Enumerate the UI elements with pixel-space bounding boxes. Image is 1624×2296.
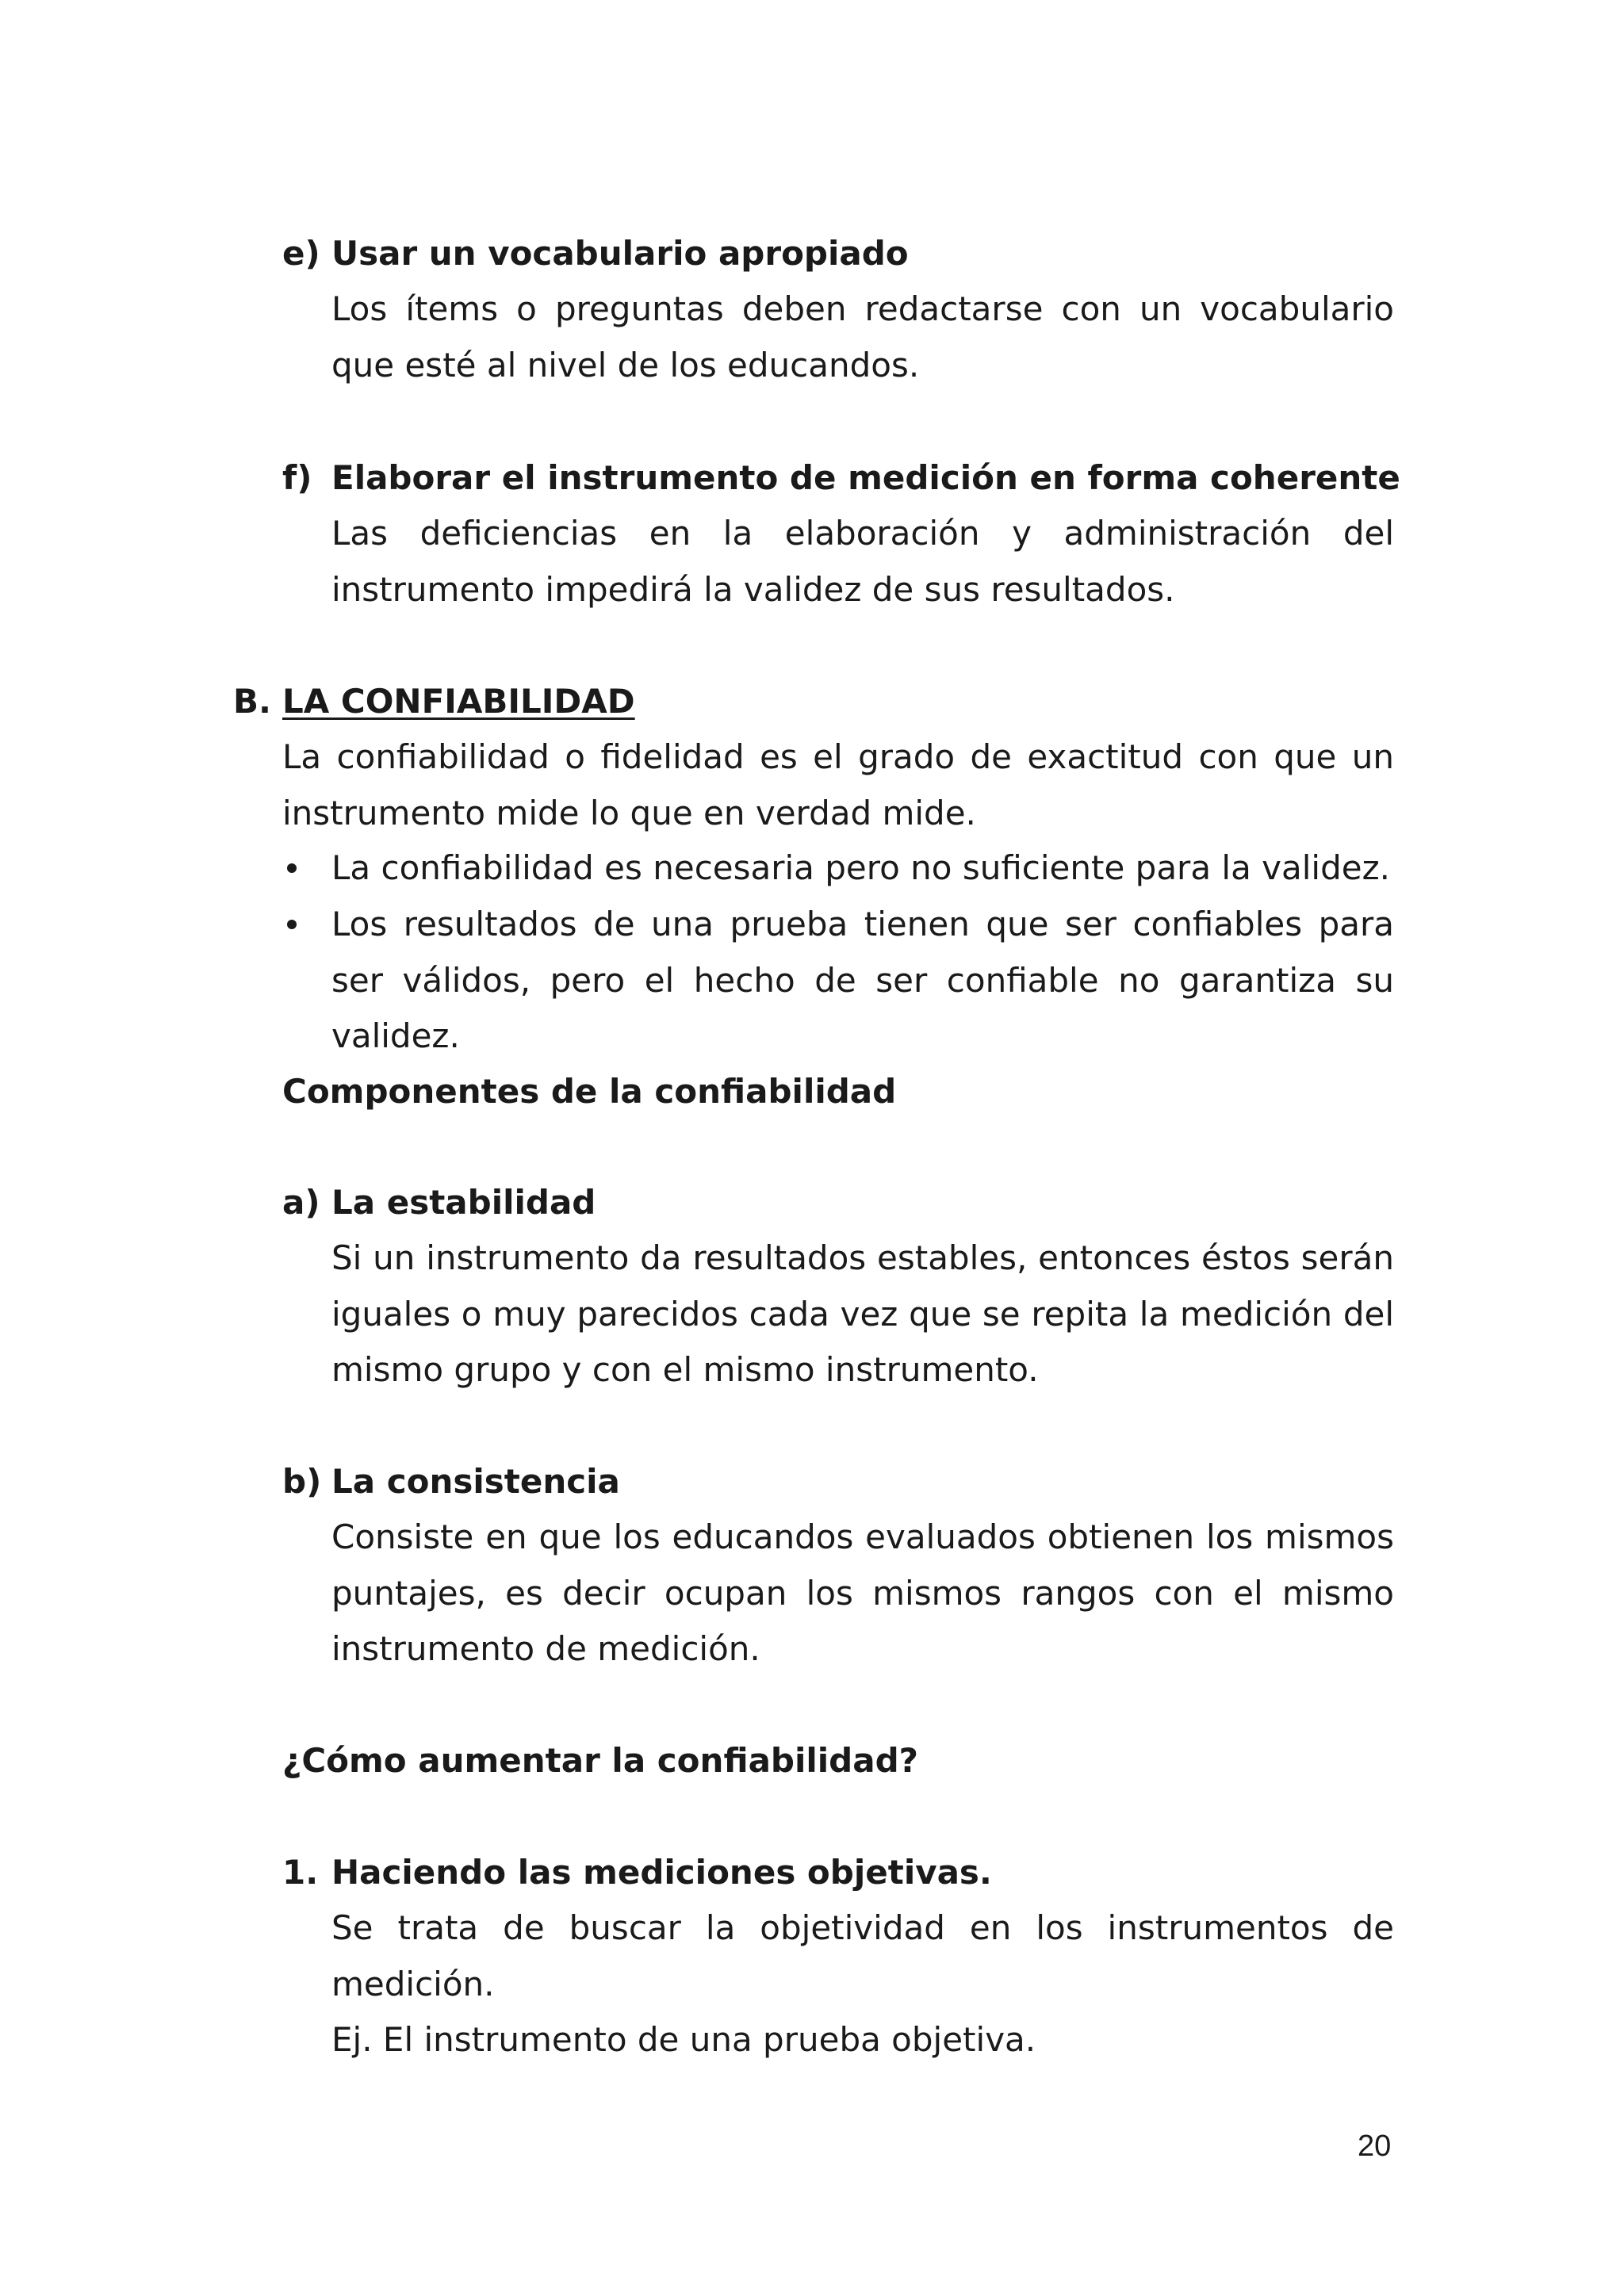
bullet-text-2: Los resultados de una prueba tienen que ser confiables para ser válidos, pero el hecho de ser confiable no garantiza su validez. [331, 905, 1394, 1055]
paragraph-vocabulario: Los ítems o preguntas deben redactarse con un vocabulario que esté al nivel de los educandos. [331, 289, 1394, 385]
bullet-text-1: La confiabilidad es necesaria pero no suficiente para la validez. [331, 848, 1390, 887]
paragraph-consistencia: Consiste en que los educandos evaluados obtienen los mismos puntajes, es decir ocupan los mismos rangos con el mismo instrumento de medición. [331, 1517, 1394, 1668]
heading-usar-vocabulario: Usar un vocabulario apropiado [331, 234, 909, 273]
paragraph-objetividad: Se trata de buscar la objetividad en los instrumentos de medición. [331, 1908, 1394, 2003]
bullet-dot [287, 920, 297, 929]
bullet-dot [287, 863, 297, 873]
heading-la-confiabilidad: LA CONFIABILIDAD [282, 682, 635, 721]
heading-como-aumentar: ¿Cómo aumentar la confiabilidad? [282, 1741, 918, 1780]
heading-la-consistencia: La consistencia [331, 1462, 620, 1501]
paragraph-ejemplo: Ej. El instrumento de una prueba objetiva. [331, 2020, 1036, 2059]
heading-la-estabilidad: La estabilidad [331, 1183, 596, 1222]
heading-componentes: Componentes de la confiabilidad [282, 1072, 897, 1111]
paragraph-estabilidad: Si un instrumento da resultados estables, entonces éstos serán iguales o muy parecidos cada vez que se repita la medición del mismo grupo y con el mismo instrumento. [331, 1238, 1394, 1389]
paragraph-confiabilidad-definicion: La confiabilidad o fidelidad es el grado de exactitud con que un instrumento mide lo que en verdad mide. [282, 737, 1394, 832]
list-marker-a: a) [282, 1183, 320, 1222]
list-marker-f: f) [282, 458, 312, 497]
paragraph-deficiencias: Las deficiencias en la elaboración y administración del instrumento impedirá la validez de sus resultados. [331, 514, 1394, 609]
section-marker-b: B. [233, 682, 271, 721]
list-marker-1: 1. [282, 1853, 319, 1892]
heading-mediciones-objetivas: Haciendo las mediciones objetivas. [331, 1853, 992, 1892]
page-number: 20 [1358, 2130, 1392, 2163]
list-marker-b: b) [282, 1462, 322, 1501]
list-marker-e: e) [282, 234, 320, 273]
heading-elaborar-instrumento: Elaborar el instrumento de medición en forma coherente [331, 458, 1400, 497]
